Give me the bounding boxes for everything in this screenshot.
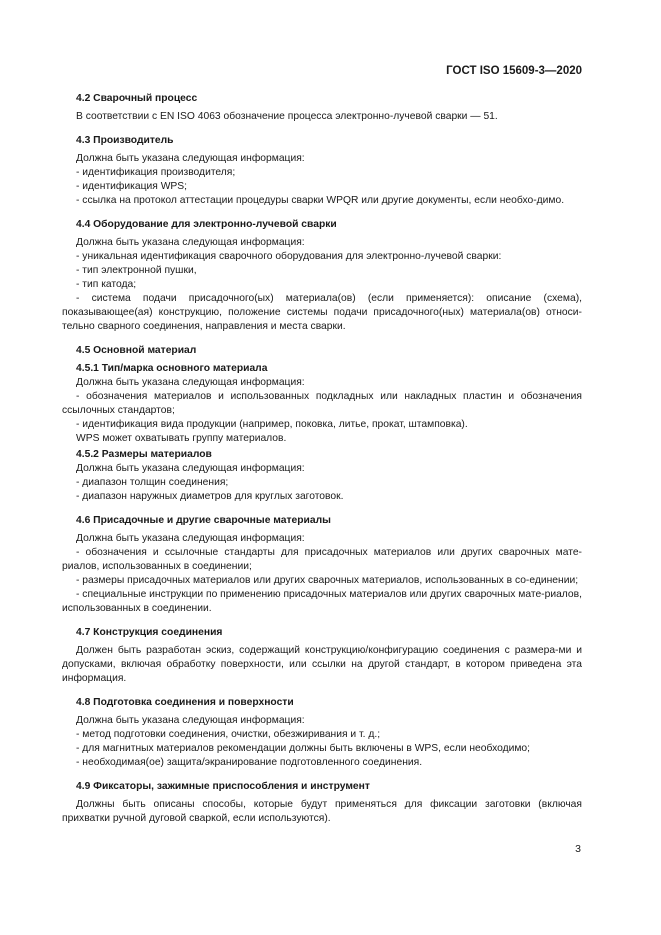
- list-item: - обозначения материалов и использованных подкладных или накладных пластин и обозначения ссылочных стандартов;: [62, 391, 582, 416]
- list-item: - уникальная идентификация сварочного оборудования для электронно-лучевой сварки:: [76, 251, 502, 262]
- subsection-heading: 4.5.1 Тип/марка основного материала: [76, 363, 268, 374]
- list-item: - диапазон наружных диаметров для круглых заготовок.: [76, 491, 344, 502]
- list-item: - идентификация вида продукции (например, поковка, литье, прокат, штамповка).: [76, 419, 468, 430]
- paragraph: WPS может охватывать группу материалов.: [76, 433, 287, 444]
- list-item: - обозначения и ссылочные стандарты для присадочных материалов или других сварочных мате-риалов, использованных в соединении;: [62, 547, 582, 572]
- paragraph: Должны быть описаны способы, которые будут применяться для фиксации заготовки (включая прихватки ручной дуговой сваркой, если используются).: [62, 799, 582, 824]
- section-heading: 4.9 Фиксаторы, зажимные приспособления и инструмент: [76, 781, 370, 792]
- list-item: - тип катода;: [76, 279, 137, 290]
- section-heading: 4.2 Сварочный процесс: [76, 93, 198, 104]
- list-item: - идентификация WPS;: [76, 181, 188, 192]
- section-heading: 4.6 Присадочные и другие сварочные материалы: [76, 515, 331, 526]
- list-item: - диапазон толщин соединения;: [76, 477, 229, 488]
- paragraph: Должна быть указана следующая информация:: [76, 463, 305, 474]
- paragraph: Должна быть указана следующая информация:: [76, 377, 305, 388]
- paragraph: В соответствии с EN ISO 4063 обозначение процесса электронно-лучевой сварки — 51.: [76, 111, 498, 122]
- list-item: - метод подготовки соединения, очистки, обезжиривания и т. д.;: [76, 729, 381, 740]
- paragraph: Должна быть указана следующая информация:: [76, 715, 305, 726]
- paragraph: Должна быть указана следующая информация:: [76, 533, 305, 544]
- list-item: - размеры присадочных материалов или других сварочных материалов, использованных в со-единении;: [76, 575, 579, 586]
- list-item: - специальные инструкции по применению присадочных материалов или других сварочных мате-риалов, использованных в соединении.: [62, 589, 582, 614]
- list-item: - ссылка на протокол аттестации процедуры сварки WPQR или другие документы, если необхо-димо.: [76, 195, 565, 206]
- section-heading: 4.4 Оборудование для электронно-лучевой сварки: [76, 219, 337, 230]
- list-item: - для магнитных материалов рекомендации должны быть включены в WPS, если необходимо;: [76, 743, 531, 754]
- document-code: ГОСТ ISO 15609-3—2020: [446, 65, 582, 77]
- section-heading: 4.7 Конструкция соединения: [76, 627, 223, 638]
- list-item: - необходимая(ое) защита/экранирование подготовленного соединения.: [76, 757, 423, 768]
- paragraph: Должна быть указана следующая информация:: [76, 153, 305, 164]
- paragraph: Должен быть разработан эскиз, содержащий конструкцию/конфигурацию соединения с размера-ми и допусками, включая обработку поверхности, или ссылки на другой стандарт, в котором приведена эта информация.: [62, 645, 582, 684]
- section-heading: 4.5 Основной материал: [76, 345, 197, 356]
- list-item: - система подачи присадочного(ых) материала(ов) (если применяется): описание (схема), показывающее(ая) конструкцию, положение системы подачи присадочного(ных) материала(ов) относи-тельно сварного соединения, направления и места сварки.: [62, 293, 582, 332]
- section-heading: 4.3 Производитель: [76, 135, 174, 146]
- paragraph: Должна быть указана следующая информация:: [76, 237, 305, 248]
- list-item: - идентификация производителя;: [76, 167, 236, 178]
- subsection-heading: 4.5.2 Размеры материалов: [76, 449, 212, 460]
- page-number: 3: [575, 843, 581, 855]
- list-item: - тип электронной пушки,: [76, 265, 197, 276]
- document-body: [62, 92, 582, 826]
- section-heading: 4.8 Подготовка соединения и поверхности: [76, 697, 294, 708]
